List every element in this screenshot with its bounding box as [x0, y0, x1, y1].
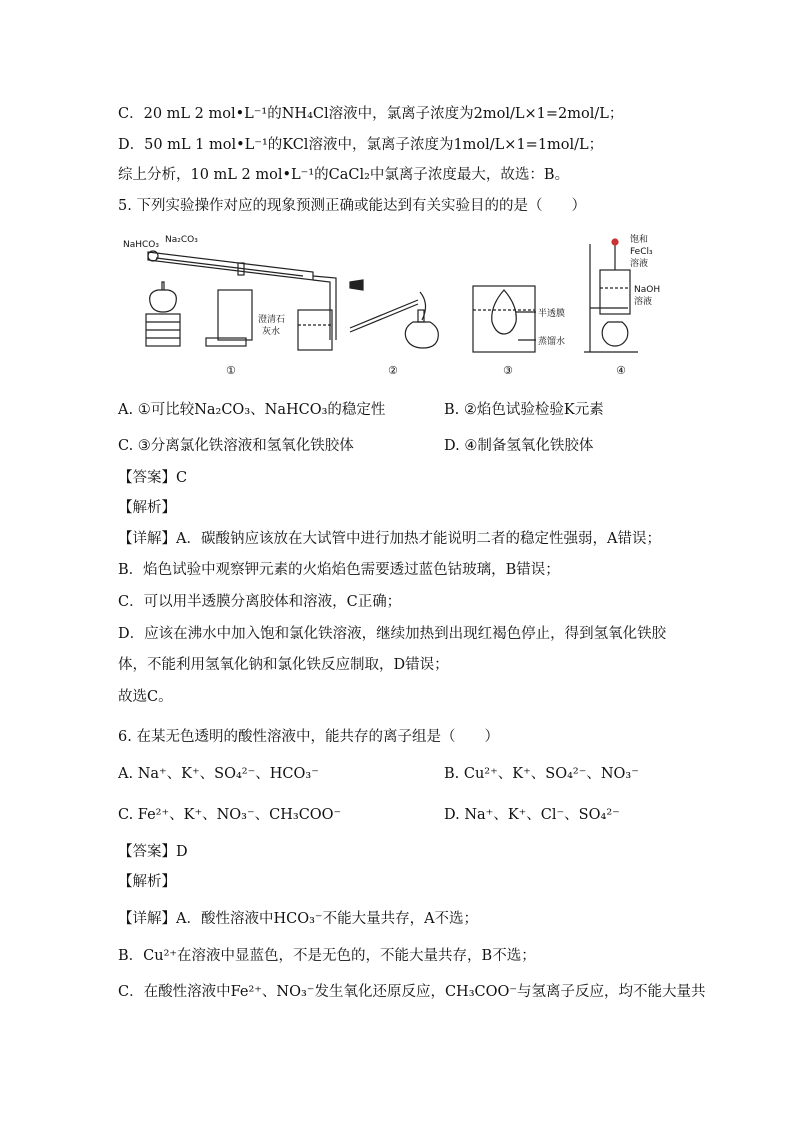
q5-stem: 5. 下列实验操作对应的现象预测正确或能达到有关实验目的的是（ ） [118, 198, 586, 214]
q5-detail-a: 【详解】A．碳酸钠应该放在大试管中进行加热才能说明二者的稳定性强弱，A错误； [118, 531, 661, 547]
prev-option-c-text: C．20 mL 2 mol•L⁻¹的NH₄Cl溶液中，氯离子浓度为2mol/L×1=2mol/L； [118, 106, 624, 122]
label-membrane: 半透膜 [538, 309, 566, 319]
q6-stem: 6. 在某无色透明的酸性溶液中，能共存的离子组是（ ） [118, 729, 499, 745]
q5-conclusion: 故选C。 [118, 689, 173, 705]
q5-detail-c: C．可以用半透膜分离胶体和溶液，C正确； [118, 594, 402, 610]
label-na2co3: Na₂CO₃ [165, 235, 198, 245]
q6-option-a: A. Na⁺、K⁺、SO₄²⁻、HCO₃⁻ [118, 766, 319, 782]
q5-analysis-heading: 【解析】 [118, 500, 176, 516]
q6-detail-a: 【详解】A．酸性溶液中HCO₃⁻不能大量共存，A不选； [118, 911, 479, 927]
label-distilled-water: 蒸馏水 [538, 337, 566, 347]
label-limewater-2: 灰水 [262, 327, 281, 337]
prev-summary-text: 综上分析，10 mL 2 mol•L⁻¹的CaCl₂中氯离子浓度最大，故选：B。 [118, 167, 570, 183]
q5-apparatus-figure [118, 230, 678, 380]
label-naoh: NaOH [634, 285, 661, 295]
q5-detail-d-line2: 体，不能利用氢氧化钠和氯化铁反应制取，D错误； [118, 657, 449, 673]
label-n1: ① [226, 364, 236, 377]
apparatus-3 [473, 286, 536, 352]
label-n2: ② [388, 364, 398, 377]
q6-detail-b: B．Cu²⁺在溶液中显蓝色，不是无色的，不能大量共存，B不选； [118, 948, 536, 964]
label-saturated: 饱和 [630, 235, 649, 245]
q5-option-c: C. ③分离氯化铁溶液和氢氧化铁胶体 [118, 438, 354, 454]
prev-option-d-text: D．50 mL 1 mol•L⁻¹的KCl溶液中，氯离子浓度为1mol/L×1=1mol/L； [118, 137, 604, 153]
label-fecl3: FeCl₃ [630, 247, 653, 257]
label-limewater-1: 澄清石 [258, 315, 286, 325]
q5-option-b: B. ②焰色试验检验K元素 [444, 402, 604, 418]
q6-option-b: B. Cu²⁺、K⁺、SO₄²⁻、NO₃⁻ [444, 766, 639, 782]
q6-option-d: D. Na⁺、K⁺、Cl⁻、SO₄²⁻ [444, 807, 620, 823]
label-solution: 溶液 [630, 259, 649, 269]
q5-answer: 【答案】C [118, 470, 188, 486]
q6-answer: 【答案】D [118, 844, 188, 860]
label-n4: ④ [616, 364, 626, 377]
label-nahco3: NaHCO₃ [123, 240, 159, 250]
q6-detail-c: C．在酸性溶液中Fe²⁺、NO₃⁻发生氧化还原反应，CH₃COO⁻与氢离子反应，均不能大量共 [118, 984, 706, 1000]
label-solution-2: 溶液 [634, 297, 653, 307]
q5-option-d: D. ④制备氢氧化铁胶体 [444, 438, 594, 454]
apparatus-1 [146, 251, 336, 350]
q6-analysis-heading: 【解析】 [118, 874, 176, 890]
q6-option-c: C. Fe²⁺、K⁺、NO₃⁻、CH₃COO⁻ [118, 807, 342, 823]
q5-detail-d-line1: D．应该在沸水中加入饱和氯化铁溶液，继续加热到出现红褐色停止，得到氢氧化铁胶 [118, 626, 667, 642]
q5-detail-b: B．焰色试验中观察钾元素的火焰焰色需要透过蓝色钴玻璃，B错误； [118, 562, 560, 578]
apparatus-2 [350, 280, 438, 348]
q5-option-a: A. ①可比较Na₂CO₃、NaHCO₃的稳定性 [118, 402, 386, 418]
label-n3: ③ [503, 364, 513, 377]
